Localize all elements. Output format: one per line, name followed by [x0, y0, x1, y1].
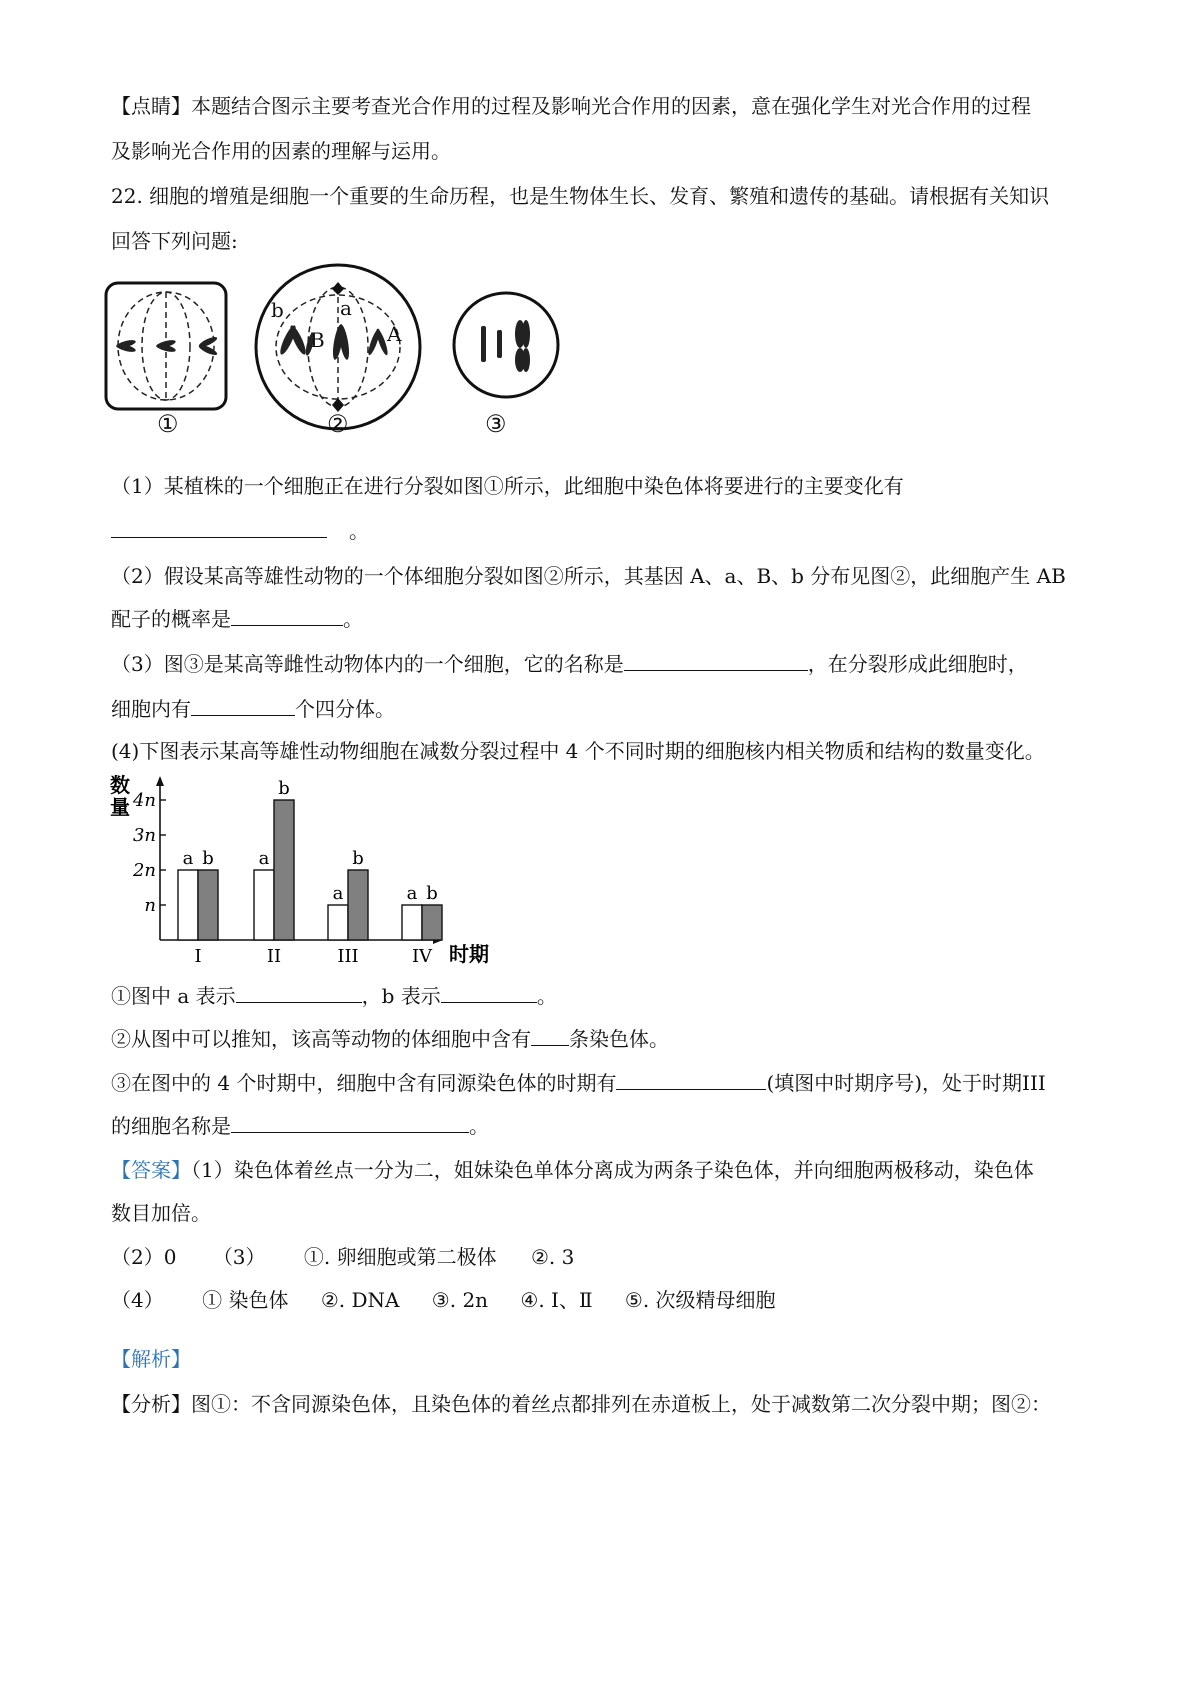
chart-bar-label: b [202, 848, 214, 869]
question-stem-1: 22. 细胞的增殖是细胞一个重要的生命历程，也是生物体生长、发育、繁殖和遗传的基础。请根据有关知识 [111, 184, 1050, 208]
q3-text-3: 细胞内有 [111, 697, 191, 721]
chart-bar-b [198, 870, 218, 940]
dianjing-tag: 【点睛】 [111, 94, 191, 118]
q1-answer-blank[interactable] [111, 517, 327, 538]
dianjing-line-1 [111, 92, 1031, 120]
chart-ylabel-char: 数 [110, 773, 130, 797]
answer-4-part-4: ③. 2n [431, 1288, 489, 1312]
analysis-line-1 [111, 1390, 1051, 1418]
answer-line-1 [111, 1156, 1034, 1184]
answer-3-part-1: （2）0 [111, 1245, 177, 1269]
chart-category-label: III [337, 946, 359, 967]
chart-categories [194, 946, 433, 967]
chart-bar-b [348, 870, 368, 940]
chart-ytick-label: 2n [132, 860, 156, 881]
answer-tag: 【答案】 [111, 1158, 191, 1182]
q3-line-2 [111, 695, 395, 723]
cell2-label-a: a [340, 296, 352, 320]
jiexi-tag: 【解析】 [111, 1347, 191, 1371]
q4-homolog-blank[interactable] [616, 1069, 766, 1090]
chart-bar-a [328, 905, 348, 940]
q4-sub1 [111, 982, 557, 1010]
q2-line-1: （2）假设某高等雄性动物的一个体细胞分裂如图②所示，其基因 A、a、B、b 分布见图②，此细胞产生 AB [111, 564, 1066, 588]
chart-bar-label: a [406, 883, 418, 904]
q4-sub3-text-a: ③在图中的 4 个时期中，细胞中含有同源染色体的时期有 [111, 1071, 617, 1095]
figure-caption-1: ① [157, 410, 179, 438]
chart-bar-b [422, 905, 442, 940]
chart-bar-label: a [332, 883, 344, 904]
chart-ylabel-char: 量 [110, 795, 130, 819]
analysis-tag: 【分析】 [111, 1392, 191, 1416]
question-stem-2: 回答下列问题: [111, 229, 238, 253]
chart-bar-a [402, 905, 422, 940]
cell2-label-B: B [310, 328, 325, 352]
chart-category-label: I [194, 946, 202, 967]
q2-line-2 [111, 605, 363, 633]
chart-bar-a [178, 870, 198, 940]
chart-category-label: II [266, 946, 282, 967]
answer-3-part-3: ①. 卵细胞或第二极体 [303, 1245, 497, 1269]
q4-chromosome-blank[interactable] [531, 1025, 569, 1046]
chart-bars [178, 778, 442, 940]
q4-line-1: (4)下图表示某高等雄性动物细胞在减数分裂过程中 4 个不同时期的细胞核内相关物质和结构的数量变化。 [111, 739, 1045, 763]
answer-line-3 [111, 1243, 574, 1271]
chart-bar-a [254, 870, 274, 940]
dianjing-text-2: 及影响光合作用的因素的理解与运用。 [111, 139, 451, 163]
q2-text: 配子的概率是 [111, 607, 231, 631]
q4-cellname-blank[interactable] [231, 1112, 469, 1133]
q4-sub1-text-b: ，b 表示 [361, 984, 441, 1008]
answer-4-part-6: ⑤. 次级精母细胞 [624, 1288, 776, 1312]
cell-figure-2 [256, 265, 420, 429]
q4-sub1-text-c: 。 [536, 984, 557, 1008]
chart-ytick-label: n [144, 895, 156, 916]
q2-end: 。 [343, 607, 363, 631]
q4-sub3-text-b: (填图中时期序号)，处于时期III [766, 1071, 1046, 1095]
dianjing-text-1: 本题结合图示主要考查光合作用的过程及影响光合作用的因素，意在强化学生对光合作用的过程 [191, 94, 1031, 118]
q4-sub2-text-a: ②从图中可以推知，该高等动物的体细胞中含有 [111, 1027, 531, 1051]
answer-text-2: 数目加倍。 [111, 1201, 211, 1225]
q1-line-2 [111, 517, 369, 545]
chart-ytick-label: 4n [132, 790, 156, 811]
analysis-text-1: 图①：不含同源染色体，且染色体的着丝点都排列在赤道板上，处于减数第二次分裂中期；图②： [191, 1392, 1051, 1416]
cell-figure-3 [454, 293, 558, 397]
bar-chart [104, 772, 504, 972]
chart-ylabel [110, 773, 130, 819]
q3-text-1: （3）图③是某高等雌性动物体内的一个细胞，它的名称是 [111, 652, 624, 676]
q3-tetrad-blank[interactable] [191, 695, 295, 716]
chart-bar-label: a [182, 848, 194, 869]
q4-a-blank[interactable] [236, 982, 362, 1003]
figure-caption-3: ③ [485, 410, 507, 438]
q3-text-2: ，在分裂形成此细胞时， [807, 652, 1028, 676]
q4-sub3-line-1 [111, 1069, 1046, 1097]
q3-text-4: 个四分体。 [295, 697, 395, 721]
answer-3-part-4: ②. 3 [530, 1245, 575, 1269]
answer-4-part-5: ④. Ⅰ、Ⅱ [520, 1288, 593, 1312]
q2-answer-blank[interactable] [231, 605, 343, 626]
chart-ticks [132, 790, 166, 916]
chart-y-arrow [156, 776, 164, 786]
q4-sub3-text-c: 的细胞名称是 [111, 1114, 231, 1138]
chart-bar-label: b [278, 778, 290, 799]
q4-b-blank[interactable] [441, 982, 537, 1003]
chart-bar-b [274, 800, 294, 940]
chart-ytick-label: 3n [132, 825, 156, 846]
q4-sub2 [111, 1025, 669, 1053]
answer-3-part-2: （3） [212, 1245, 266, 1269]
q3-name-blank[interactable] [624, 650, 808, 671]
answer-line-4 [111, 1286, 776, 1314]
answer-4-part-3: ②. DNA [320, 1288, 400, 1312]
cell2-label-b: b [271, 298, 284, 322]
answer-4-part-1: （4） [111, 1288, 164, 1312]
chart-bar-label: b [352, 848, 364, 869]
q4-sub1-text-a: ①图中 a 表示 [111, 984, 236, 1008]
figure-caption-2: ② [327, 410, 349, 438]
chart-bar-label: a [258, 848, 270, 869]
cell2-label-A: A [387, 322, 402, 346]
chart-xlabel: 时期 [449, 942, 489, 966]
answer-4-part-2: ① 染色体 [202, 1288, 289, 1312]
q1-end: 。 [349, 519, 369, 543]
chart-category-label: IV [411, 946, 433, 967]
q4-sub3-text-d: 。 [469, 1114, 489, 1138]
q4-sub3-line-2 [111, 1112, 489, 1140]
q4-sub2-text-b: 条染色体。 [569, 1027, 669, 1051]
q3-line-1 [111, 650, 1028, 678]
cell-figure-1 [106, 283, 226, 409]
chart-bar-label: b [426, 883, 438, 904]
answer-text-1: （1）染色体着丝点一分为二，姐妹染色单体分离成为两条子染色体，并向细胞两极移动，染色体 [191, 1158, 1034, 1182]
q1-line-1: （1）某植株的一个细胞正在进行分裂如图①所示，此细胞中染色体将要进行的主要变化有 [111, 474, 904, 498]
